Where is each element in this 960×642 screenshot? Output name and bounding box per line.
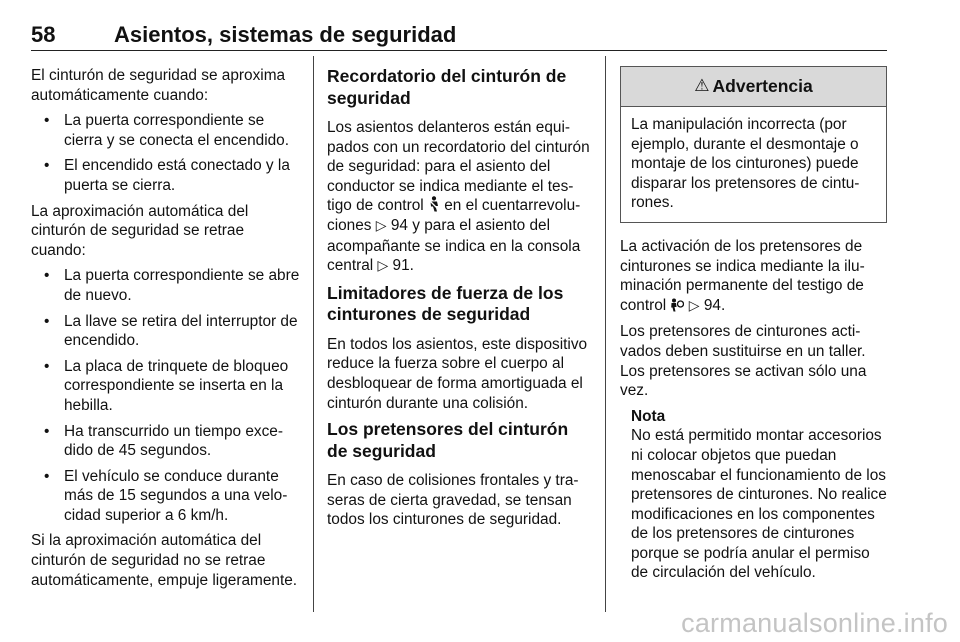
page-number: 58 [31,22,56,47]
list-item: • La llave se retira del interruptor de encendido. [31,312,303,351]
heading-force-limiters: Limitadores de fuerza de los cinturones de seguridad [327,282,564,325]
warning-box [620,66,887,223]
reminder-paragraph [327,118,592,277]
column-1 [31,66,303,596]
page-reference-arrow-icon: ▷ [377,258,389,275]
warning-title: Advertencia [712,75,813,96]
header-divider [31,50,887,51]
seatbelt-reminder-icon [428,196,440,212]
approach-conditions-list [31,111,303,195]
column-3 [620,66,887,583]
heading-seatbelt-reminder: Recordatorio del cinturón de seguridad [327,66,567,108]
list-item: • La placa de trinquete de bloqueo correspondiente se inserta en la hebilla. [31,357,303,416]
replacement-paragraph: Los pretensores de cinturones activados deben sustituirse en un taller. Los pretensores se activan sólo una vez. [620,323,867,400]
page-title: Asientos, sistemas de seguridad [114,22,457,47]
activation-page-ref: 94. [703,296,726,314]
column-2 [327,66,592,536]
watermark: carmanualsonline.info [681,608,948,638]
warning-text: La manipulación incorrecta (por ejemplo, durante el desmontaje o montaje de los cinturones) puede disparar los pretensores de cinturones. [631,116,860,212]
column-divider-1 [313,56,314,612]
reminder-page-ref-2: 91. [392,257,414,275]
page-header [31,22,887,52]
list-item: • La puerta correspondiente se cierra y se conecta el encendido. [31,111,303,150]
column-divider-2 [605,56,606,612]
reminder-text-b: en el cuentarrevoluciones [327,197,581,234]
activation-text: La activación de los pretensores de cinturones se indica mediante la iluminación permanente del testigo de control [620,237,865,314]
pretensioners-paragraph: En caso de colisiones frontales y traseras de cierta gravedad, se tensan todos los cinturones de seguridad. [327,472,579,529]
activation-paragraph [620,237,887,316]
closing-paragraph: Si la aproximación automática del cinturón de seguridad no se retrae automáticamente, empuje ligeramente. [31,532,298,589]
note-text: No está permitido montar accesorios ni colocar objetos que puedan menoscabar el funcionamiento de los pretensores de cinturones. No realice modificaciones en los componentes de los pretensores de cinturones porque se podría anular el permiso de circulación del vehículo. [631,427,887,582]
reminder-text-a: Los asientos delanteros están equipados con un recordatorio del cinturón de seguridad: para el asiento del conductor se indica mediante el testigo de control [327,119,590,215]
retract-conditions-list [31,266,303,525]
list-item: • El encendido está conectado y la puerta se cierra. [31,156,303,195]
list-item: • La puerta correspondiente se abre de nuevo. [31,266,303,305]
warning-triangle-icon: ⚠ [694,75,710,96]
list-item: • Ha transcurrido un tiempo excedido de 45 segundos. [31,422,303,461]
force-limiters-paragraph: En todos los asientos, este dispositivo reduce la fuerza sobre el cuerpo al desbloquear de forma amortiguada el cinturón durante una colisión. [327,335,588,412]
note-box [620,407,887,583]
reminder-text-c: y para el asiento del acompañante se indica en la consola central [327,216,581,275]
note-title: Nota [631,407,666,425]
list-item: • El vehículo se conduce durante más de 15 segundos a una velocidad superior a 6 km/h. [31,467,303,526]
intro-paragraph: El cinturón de seguridad se aproxima automáticamente cuando: [31,67,286,104]
retract-paragraph: La aproximación automática del cinturón de seguridad se retrae cuando: [31,202,249,259]
page-reference-arrow-icon: ▷ [688,297,700,314]
heading-pretensioners: Los pretensores del cinturón de seguridad [327,419,569,461]
airbag-pretensioner-icon [670,298,684,312]
page-reference-arrow-icon: ▷ [375,217,387,234]
warning-header [621,67,886,107]
reminder-page-ref-1: 94 [390,216,408,234]
